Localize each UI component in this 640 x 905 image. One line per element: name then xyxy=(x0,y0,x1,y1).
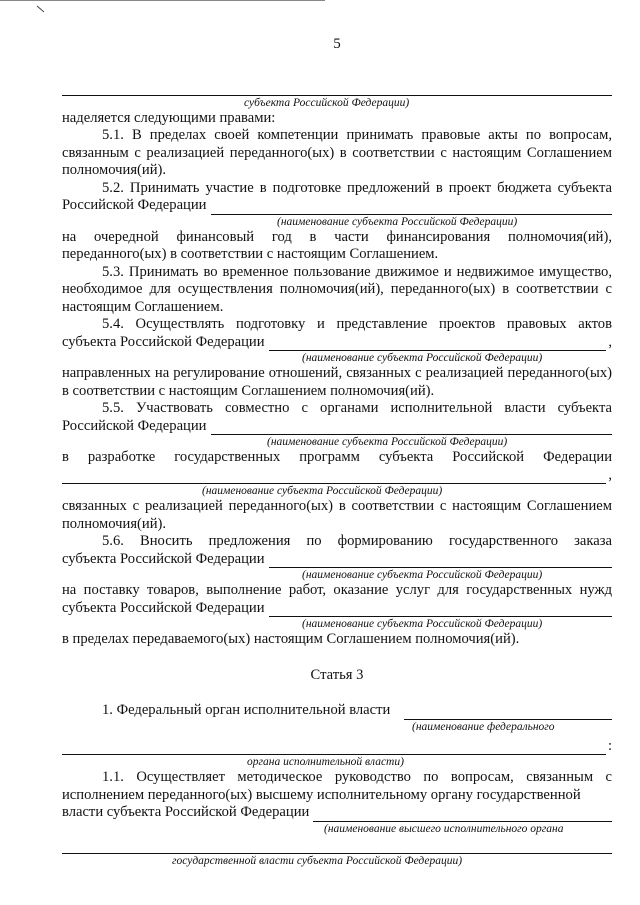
caption-high-organ: (наименование высшего исполнительного органа xyxy=(324,822,564,835)
paragraph-1-1: 1.1. Осуществляет методическое руководство по вопросам, связанным с исполнением переданного(ых) высшему исполнительному органу государственной xyxy=(62,769,612,803)
text-rf: Российской Федерации xyxy=(62,197,207,213)
paragraph-5-4-start: 5.4. Осуществлять подготовку и представление проектов правовых актов xyxy=(102,316,612,332)
paragraph-5-2-start: 5.2. Принимать участие в подготовке предложений в проект бюджета субъекта xyxy=(102,179,612,196)
text-rf: субъекта Российской Федерации xyxy=(62,599,265,616)
caption-subject: (наименование субъекта Российской Федерации) xyxy=(267,436,508,448)
fill-row-5-6b xyxy=(62,600,612,618)
fill-row-5-4 xyxy=(62,334,612,352)
blank-field[interactable] xyxy=(269,337,607,351)
blank-field[interactable] xyxy=(269,554,612,568)
fill-row-5-2 xyxy=(62,197,612,215)
article-heading: Статья 3 xyxy=(310,666,364,683)
blank-field[interactable] xyxy=(269,603,612,617)
caption-subject: (наименование субъекта Российской Федерации) xyxy=(277,215,518,228)
fill-row-5-6 xyxy=(62,551,612,569)
caption-subject: (наименование субъекта Российской Федерации) xyxy=(302,569,543,581)
comma: , xyxy=(608,466,612,483)
blank-field[interactable] xyxy=(313,808,612,822)
blank-line xyxy=(62,82,612,96)
page-number: 5 xyxy=(333,36,341,52)
caption-high-organ-2: государственной власти субъекта Российской Федерации) xyxy=(172,854,463,867)
fill-row-a3-1 xyxy=(62,702,612,720)
text-rf: Российской Федерации xyxy=(62,417,207,434)
text-a3-p1: 1. Федеральный орган исполнительной власти xyxy=(102,702,391,718)
paragraph-5-2-end: на очередной финансовый год в части финансирования полномочия(ий), переданного(ых) в соответствии с настоящим Соглашением. xyxy=(62,228,612,262)
fill-row-5-5 xyxy=(62,418,612,436)
caption-subject: (наименование субъекта Российской Федерации) xyxy=(302,352,543,364)
paragraph-5-6-start: 5.6. Вносить предложения по формированию государственного заказа xyxy=(102,533,612,549)
caption-subject: (наименование субъекта Российской Федерации) xyxy=(202,485,443,497)
text-rights: наделяется следующими правами: xyxy=(62,109,276,126)
scan-edge-line xyxy=(0,0,325,1)
colon: : xyxy=(607,737,612,754)
paragraph-5-4-end: направленных на регулирование отношений, связанных с реализацией переданного(ых) в соответствии с настоящим Соглашением полномочия(ий). xyxy=(62,365,612,399)
paragraph-5-1: 5.1. В пределах своей компетенции принимать правовые акты по вопросам, связанным с реализацией переданного(ых) в соответствии с настоящим Соглашением полномочия(ий). xyxy=(62,127,612,178)
paragraph-5-3: 5.3. Принимать во временное пользование движимое и недвижимое имущество, необходимое для осуществления полномочия(ий), переданного(ых) в соответствии с настоящим Соглашением. xyxy=(62,263,612,315)
paragraph-5-5-end: связанных с реализацией переданного(ых) в соответствии с настоящим Соглашением полномочия(ий). xyxy=(62,498,612,532)
fill-row-1-1 xyxy=(62,804,612,822)
blank-field[interactable] xyxy=(404,706,612,720)
blank-field[interactable] xyxy=(62,470,606,484)
fill-row-a3-1b xyxy=(62,738,612,756)
fill-row-5-5b xyxy=(62,467,612,485)
caption-federal: (наименование федерального xyxy=(412,720,555,733)
comma: , xyxy=(608,333,612,350)
caption-subject: (наименование субъекта Российской Федерации) xyxy=(302,618,543,630)
blank-field[interactable] xyxy=(62,741,606,755)
text-rf: субъекта Российской Федерации xyxy=(62,550,265,567)
text-rf: субъекта Российской Федерации xyxy=(62,333,265,350)
blank-line[interactable] xyxy=(62,840,612,854)
caption-subject: субъекта Российской Федерации) xyxy=(244,96,410,109)
paragraph-5-5-mid: в разработке государственных программ субъекта Российской Федерации xyxy=(62,449,612,465)
text-rf: власти субъекта Российской Федерации xyxy=(62,804,310,820)
paragraph-5-6-end: в пределах передаваемого(ых) настоящим Соглашением полномочия(ий). xyxy=(62,631,520,647)
blank-field[interactable] xyxy=(211,201,613,215)
paragraph-5-5-start: 5.5. Участвовать совместно с органами исполнительной власти субъекта xyxy=(102,400,612,416)
caption-federal-organ: органа исполнительной власти) xyxy=(247,756,404,768)
paragraph-5-6-mid: на поставку товаров, выполнение работ, оказание услуг для государственных нужд xyxy=(62,582,612,598)
blank-field[interactable] xyxy=(211,421,613,435)
document-body xyxy=(62,30,612,868)
scan-tick-mark-icon xyxy=(36,5,45,13)
